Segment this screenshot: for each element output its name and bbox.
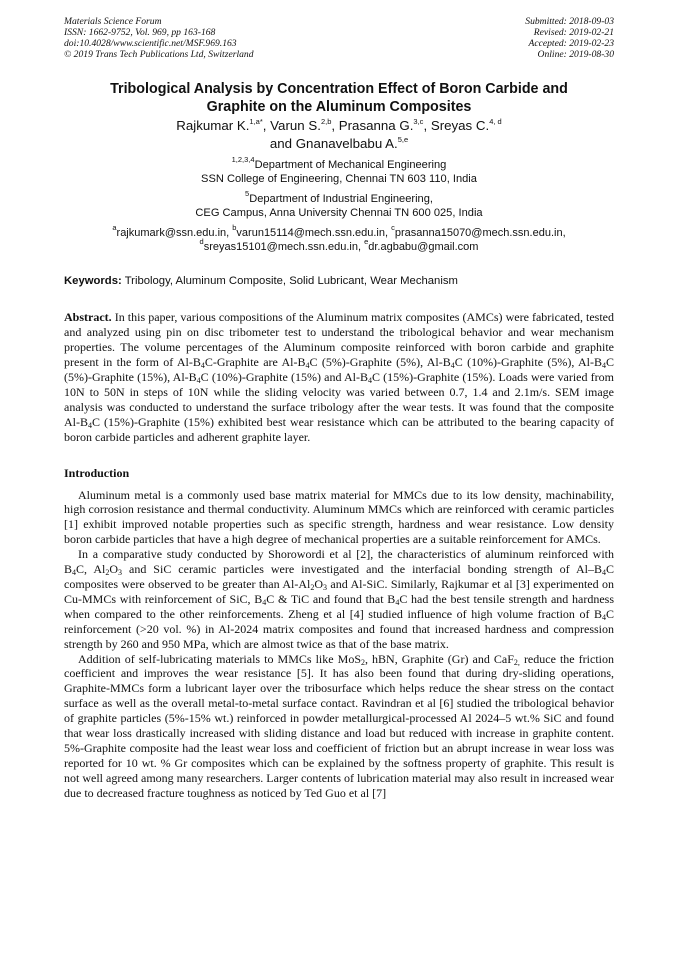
intro-paragraph-1: Aluminum metal is a commonly used base matrix material for MMCs due to its low density, machinability, high corrosion resistance and thermal conductivity. Aluminum MMCs which are reinforced with ceramic particles [1] exhibit improved notable properties such as specific strength, hardness and wear resistance. Low density boron carbide particles that have a high degree of mechanical properties are a suitable reinforcement for AMCs. bbox=[64, 487, 614, 547]
author-affiliation-mark: 2,b bbox=[320, 117, 332, 127]
keywords-label: Keywords: bbox=[64, 275, 122, 288]
affiliation-institution: SSN College of Engineering, Chennai TN 603 110, India bbox=[201, 173, 477, 186]
affiliation-mark: 5 bbox=[245, 189, 250, 199]
date-submitted: Submitted: 2018-09-03 bbox=[525, 16, 614, 27]
author-line-2 bbox=[64, 135, 614, 153]
journal-header bbox=[64, 16, 614, 60]
journal-info bbox=[64, 16, 254, 60]
keywords bbox=[64, 274, 614, 288]
section-heading-introduction: Introduction bbox=[64, 465, 130, 480]
author-name: , Varun S. bbox=[262, 118, 321, 134]
email-link[interactable]: dr.agbabu@gmail.com bbox=[368, 241, 479, 254]
author-line-1 bbox=[64, 117, 614, 135]
email-link[interactable]: sreyas15101@mech.ssn.edu.in, bbox=[203, 241, 365, 254]
date-online: Online: 2019-08-30 bbox=[537, 49, 614, 61]
affiliation-mark: 1,2,3,4 bbox=[231, 155, 255, 165]
email-link[interactable]: prasanna15070@mech.ssn.edu.in, bbox=[394, 227, 566, 240]
paper-title bbox=[64, 80, 614, 116]
title-line-1: Tribological Analysis by Concentration Effect of Boron Carbide and bbox=[110, 81, 568, 98]
author-list bbox=[64, 117, 614, 152]
date-accepted: Accepted: 2019-02-23 bbox=[528, 38, 614, 50]
date-revised: Revised: 2019-02-21 bbox=[533, 27, 614, 39]
author-affiliation-mark: 4, d bbox=[489, 117, 502, 127]
keywords-text: Tribology, Aluminum Composite, Solid Lubricant, Wear Mechanism bbox=[121, 275, 458, 288]
email-link[interactable]: varun15114@mech.ssn.edu.in, bbox=[236, 227, 392, 240]
journal-issn: ISSN: 1662-9752, Vol. 969, pp 163-168 bbox=[64, 27, 216, 39]
intro-paragraph-3: Addition of self-lubricating materials to MMCs like MoS$_2$, hBN, Graphite (Gr) and CaF$_{2,}$ reduce the friction coefficient and improves the wear resistance [5]. It has also been found that during dry-sliding operations, Graphite-MMCs form a lubricant layer over the tribosurface which helps reduce the shear stress on the contact surface as well as the overall metal-to-metal surface contact. Ravindran et al [6] studied the tribological behavior of graphite particles (5%-15% wt.) reinforced in powder metallurgical-processed Al 2024–5 wt.% SiC and found that wear loss drastically increased with sliding distance and load but reduced with increase in graphite content. 5%-Graphite composite had the least wear loss and coefficient of friction but an abrupt increase in wear loss was reported for 10 wt. % Gr composites which can be explained by the softness property of graphite. This result is not well agreed among many researchers. Larger contents of lubrication material may also result in increased wear due to decreased fracture toughness as noticed by Ted Guo et al [7] bbox=[64, 651, 614, 800]
abstract: Abstract. In this paper, various compositions of the Aluminum matrix composites (AMCs) were fabricated, tested and analyzed using pin on disc tribometer test to understand the tribological behavior and wear mechanism properties. The volume percentages of the Aluminum composite reinforced with boron carbide and graphite present in the form of $Al-B_4C$-Graphite are $Al-B_4C$ (5%)-Graphite (5%), $Al-B_4C$ (10%)-Graphite (5%), $Al-B_4C$ (5%)-Graphite (15%), $Al-B_4C$ (10%)-Graphite (15%) and $Al-B_4C$ (15%)-Graphite (15%). Loads were varied from 10N to 50N in steps of 10N while the sliding velocity was varied between 0.7, 1.4 and 2.1m/s. SEM image analysis was conducted to understand the surface tribology after the wear tests. It was found that the composite $Al-B_4C$ (15%)-Graphite (15%) exhibited best wear resistance which can be attributed to the bearing capacity of boron carbide particles and adherent graphite layer. bbox=[64, 310, 615, 444]
email-link[interactable]: rajkumark@ssn.edu.in, bbox=[116, 227, 233, 240]
affiliation-1 bbox=[64, 155, 614, 186]
author-name: and Gnanavelbabu A. bbox=[269, 135, 398, 151]
author-affiliation-mark: 1,a* bbox=[249, 117, 263, 127]
journal-doi: doi:10.4028/www.scientific.net/MSF.969.163 bbox=[64, 38, 237, 50]
journal-name: Materials Science Forum bbox=[64, 16, 162, 27]
author-affiliation-mark: 5,e bbox=[397, 134, 409, 144]
author-name: , Prasanna G. bbox=[331, 118, 414, 134]
publication-dates bbox=[525, 16, 614, 60]
intro-paragraph-2: In a comparative study conducted by Shorowordi et al [2], the characteristics of aluminum reinforced with $B_4C$, $Al_2O_3$ and SiC ceramic particles were investigated and the interfacial bonding strength of $Al-B_4C$ composites were observed to be greater than $Al-Al_2O_3$ and Al-SiC. Similarly, Rajkumar et al [3] experimented on Cu-MMCs with reinforcement of SiC, $B_4C$ & TiC and found that $B_4C$ had the best tensile strength and hardness when compared to the other reinforcements. Zheng et al [4] studied influence of high volume fraction of $B_4C$ reinforcement (>20 vol. %) in Al-2024 matrix composites and found that increased hardness and compression strength by 260 and 950 MPa, which are almost twice as that of the base matrix. bbox=[64, 547, 615, 651]
affiliation-2 bbox=[64, 189, 614, 220]
affiliation-department: Department of Mechanical Engineering bbox=[254, 159, 447, 172]
journal-copyright: © 2019 Trans Tech Publications Ltd, Switzerland bbox=[64, 49, 254, 61]
affiliation-department: Department of Industrial Engineering, bbox=[249, 193, 433, 206]
author-affiliation-mark: 3,c bbox=[413, 117, 424, 127]
author-name: Rajkumar K. bbox=[176, 118, 250, 134]
title-line-2: Graphite on the Aluminum Composites bbox=[206, 99, 472, 116]
author-name: , Sreyas C. bbox=[423, 118, 490, 134]
author-emails: $^a$rajkumark@ssn.edu.in, $^b$varun15114@mech.ssn.edu.in, $^c$prasanna15070@mech.ssn.edu.in, $^d$sreyas15101@mech.ssn.edu.in, $^e$dr.agbabu@gmail.com bbox=[112, 223, 566, 254]
abstract-label: Abstract. bbox=[64, 310, 112, 325]
affiliation-institution: CEG Campus, Anna University Chennai TN 600 025, India bbox=[195, 207, 483, 220]
